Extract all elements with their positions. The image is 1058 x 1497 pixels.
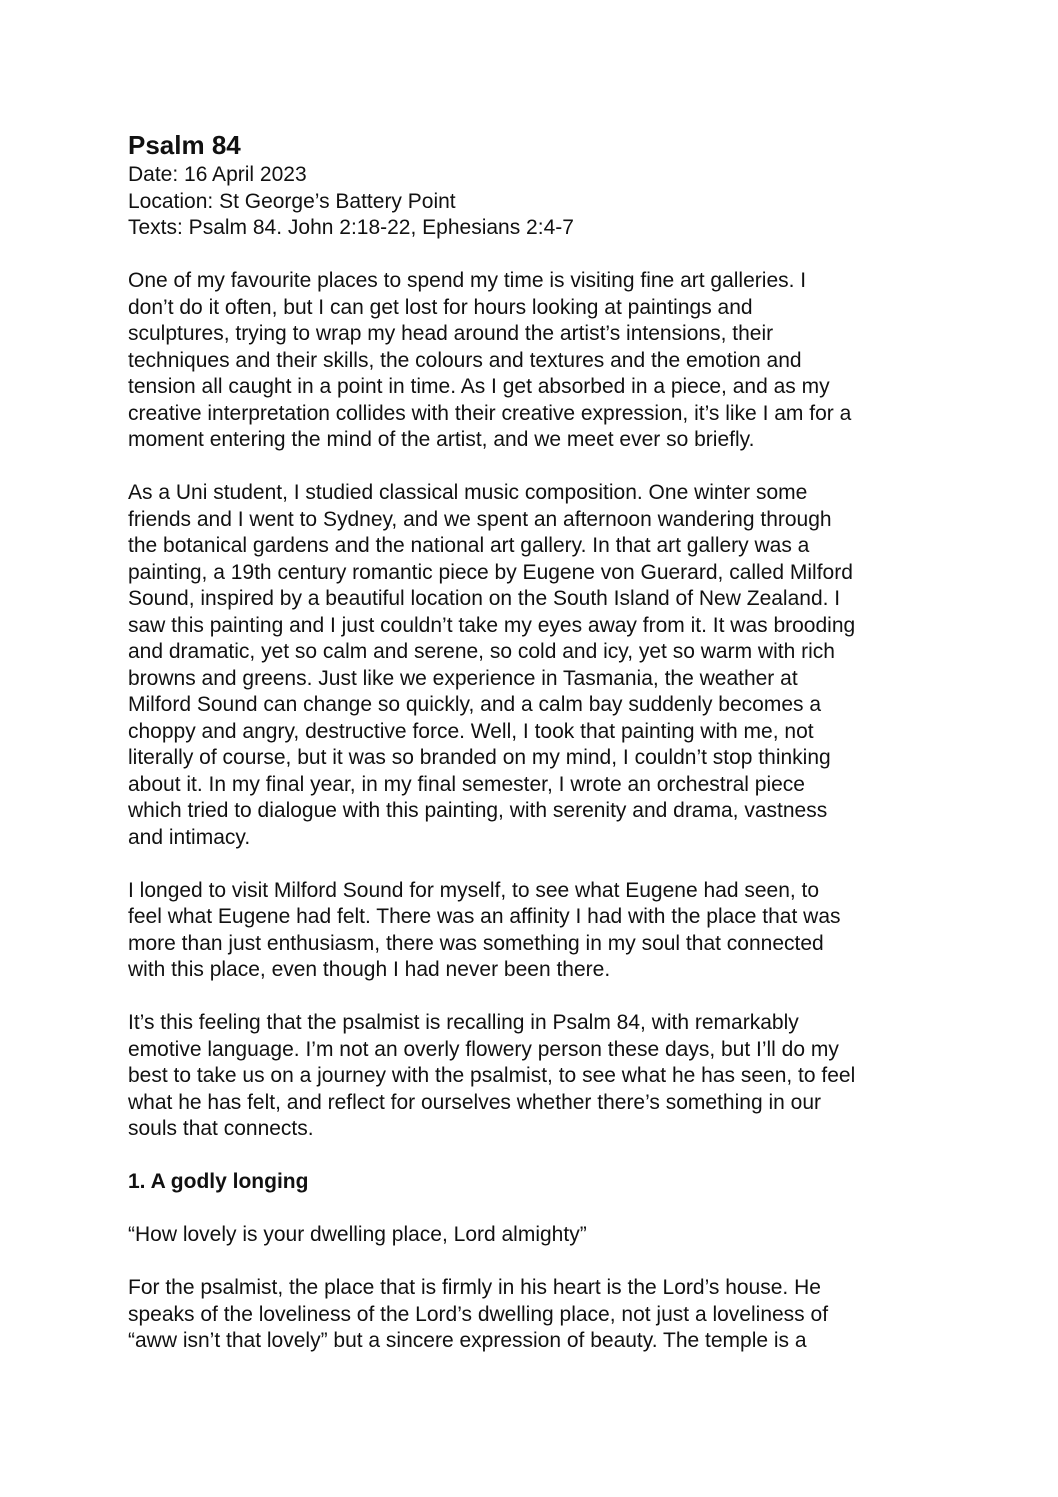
text-line: “aww isn’t that lovely” but a sincere expression of beauty. The temple is a <box>128 1329 807 1352</box>
text-line: As a Uni student, I studied classical music composition. One winter some <box>128 481 808 504</box>
document-title: Psalm 84 <box>128 130 241 160</box>
text-line: and dramatic, yet so calm and serene, so cold and icy, yet so warm with rich <box>128 640 835 663</box>
sermon-texts: Texts: Psalm 84. John 2:18-22, Ephesians 2:4-7 <box>128 216 574 239</box>
text-line: which tried to dialogue with this painting, with serenity and drama, vastness <box>128 799 828 822</box>
text-line: best to take us on a journey with the psalmist, to see what he has seen, to feel <box>128 1064 856 1087</box>
section-heading: 1. A godly longing <box>128 1170 309 1193</box>
text-line: painting, a 19th century romantic piece by Eugene von Guerard, called Milford <box>128 560 853 584</box>
text-line: techniques and their skills, the colours and textures and the emotion and <box>128 348 802 372</box>
text-line: more than just enthusiasm, there was something in my soul that connected <box>128 931 824 955</box>
text-line: browns and greens. Just like we experience in Tasmania, the weather at <box>128 666 798 690</box>
text-line: saw this painting and I just couldn’t take my eyes away from it. It was brooding <box>128 613 856 637</box>
text-line: friends and I went to Sydney, and we spent an afternoon wandering through <box>128 507 832 531</box>
text-line: what he has felt, and reflect for ourselves whether there’s something in our <box>128 1090 821 1114</box>
text-line: One of my favourite places to spend my time is visiting fine art galleries. I <box>128 269 807 292</box>
text-line: I longed to visit Milford Sound for myself, to see what Eugene had seen, to <box>128 878 820 902</box>
text-line: speaks of the loveliness of the Lord’s dwelling place, not just a loveliness of <box>128 1302 829 1326</box>
sermon-date: Date: 16 April 2023 <box>128 163 307 186</box>
paragraph-psalmist-feeling <box>128 1010 938 1143</box>
text-line: souls that connects. <box>128 1117 314 1140</box>
text-line: emotive language. I’m not an overly flowery person these days, but I’ll do my <box>128 1037 839 1061</box>
text-line: with this place, even though I had never been there. <box>128 958 611 981</box>
text-line: and intimacy. <box>128 825 251 849</box>
text-line: literally of course, but it was so branded on my mind, I couldn’t stop thinking <box>128 746 831 769</box>
text-line: sculptures, trying to wrap my head around the artist’s intensions, their <box>128 322 774 345</box>
text-line: about it. In my final year, in my final semester, I wrote an orchestral piece <box>128 772 805 796</box>
sermon-metadata <box>128 162 938 242</box>
text-line: tension all caught in a point in time. As I get absorbed in a piece, and as my <box>128 375 830 398</box>
text-line: creative interpretation collides with their creative expression, it’s like I am for a <box>128 401 852 425</box>
text-line: For the psalmist, the place that is firmly in his heart is the Lord’s house. He <box>128 1276 821 1299</box>
text-line: feel what Eugene had felt. There was an affinity I had with the place that was <box>128 905 841 928</box>
text-line: Milford Sound can change so quickly, and a calm bay suddenly becomes a <box>128 693 822 716</box>
text-line: choppy and angry, destructive force. Well, I took that painting with me, not <box>128 719 814 743</box>
paragraph-art-galleries <box>128 268 938 454</box>
text-line: don’t do it often, but I can get lost for hours looking at paintings and <box>128 295 753 319</box>
paragraph-milford-sound-painting <box>128 480 938 851</box>
scripture-quote: “How lovely is your dwelling place, Lord almighty” <box>128 1223 587 1246</box>
text-line: It’s this feeling that the psalmist is recalling in Psalm 84, with remarkably <box>128 1011 799 1034</box>
text-line: the botanical gardens and the national art gallery. In that art gallery was a <box>128 534 810 557</box>
sermon-location: Location: St George’s Battery Point <box>128 189 456 213</box>
paragraph-longing-to-visit <box>128 878 938 984</box>
document-page <box>128 128 938 1381</box>
paragraph-lords-house <box>128 1275 938 1355</box>
text-line: Sound, inspired by a beautiful location on the South Island of New Zealand. I <box>128 587 841 610</box>
text-line: moment entering the mind of the artist, and we meet ever so briefly. <box>128 428 755 451</box>
